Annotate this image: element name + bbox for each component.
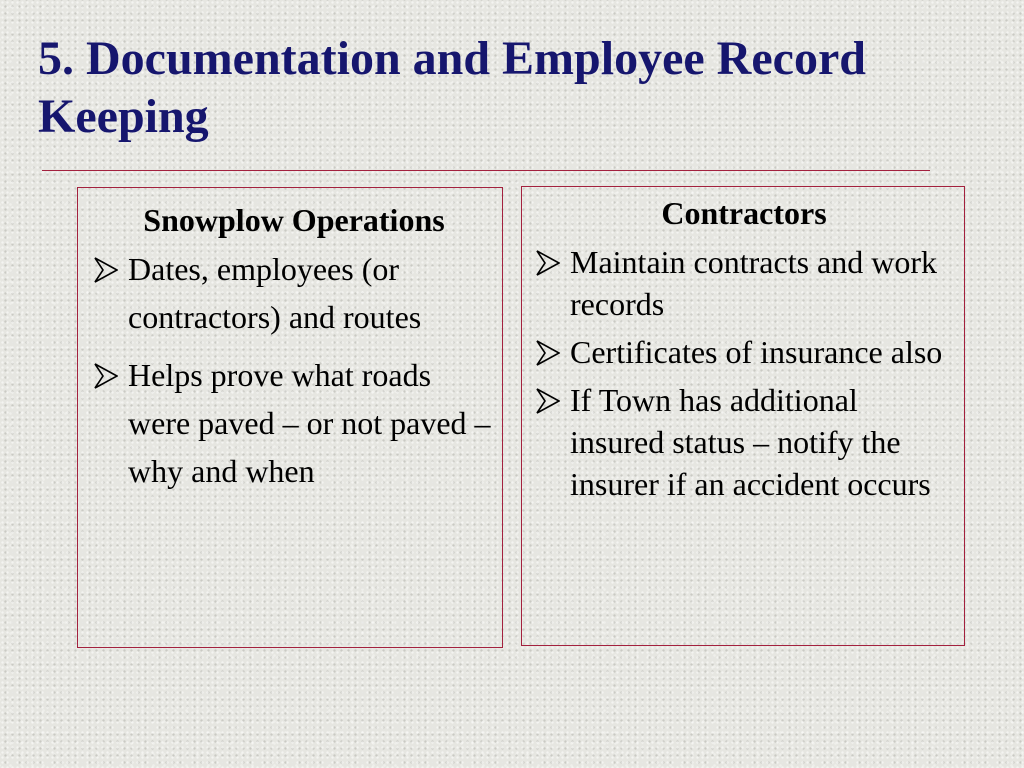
title-divider [42, 170, 930, 171]
arrowhead-bullet-icon [94, 257, 118, 283]
list-item [94, 351, 494, 495]
contractors-heading: Contractors [661, 195, 827, 231]
arrowhead-bullet-icon [536, 250, 560, 276]
contractors-bullet-list [536, 241, 952, 505]
list-item [536, 379, 952, 505]
arrowhead-bullet-icon [536, 388, 560, 414]
arrowhead-bullet-icon [94, 363, 118, 389]
bullet-text: Dates, employees (or contractors) and routes [128, 251, 422, 335]
contractors-panel [521, 186, 965, 646]
bullet-text: Maintain contracts and work records [570, 244, 937, 322]
snowplow-operations-panel [77, 187, 503, 648]
bullet-text: Certificates of insurance also [570, 334, 943, 370]
slide-title: 5. Documentation and Employee Record Keeping [38, 32, 866, 143]
list-item [536, 331, 952, 373]
arrowhead-bullet-icon [536, 340, 560, 366]
bullet-text: If Town has additional insured status – notify the insurer if an accident occurs [570, 382, 931, 502]
list-item [536, 241, 952, 325]
snowplow-operations-heading: Snowplow Operations [143, 202, 445, 238]
bullet-text: Helps prove what roads were paved – or not paved – why and when [128, 357, 491, 489]
snowplow-bullet-list [94, 245, 494, 495]
list-item [94, 245, 494, 341]
